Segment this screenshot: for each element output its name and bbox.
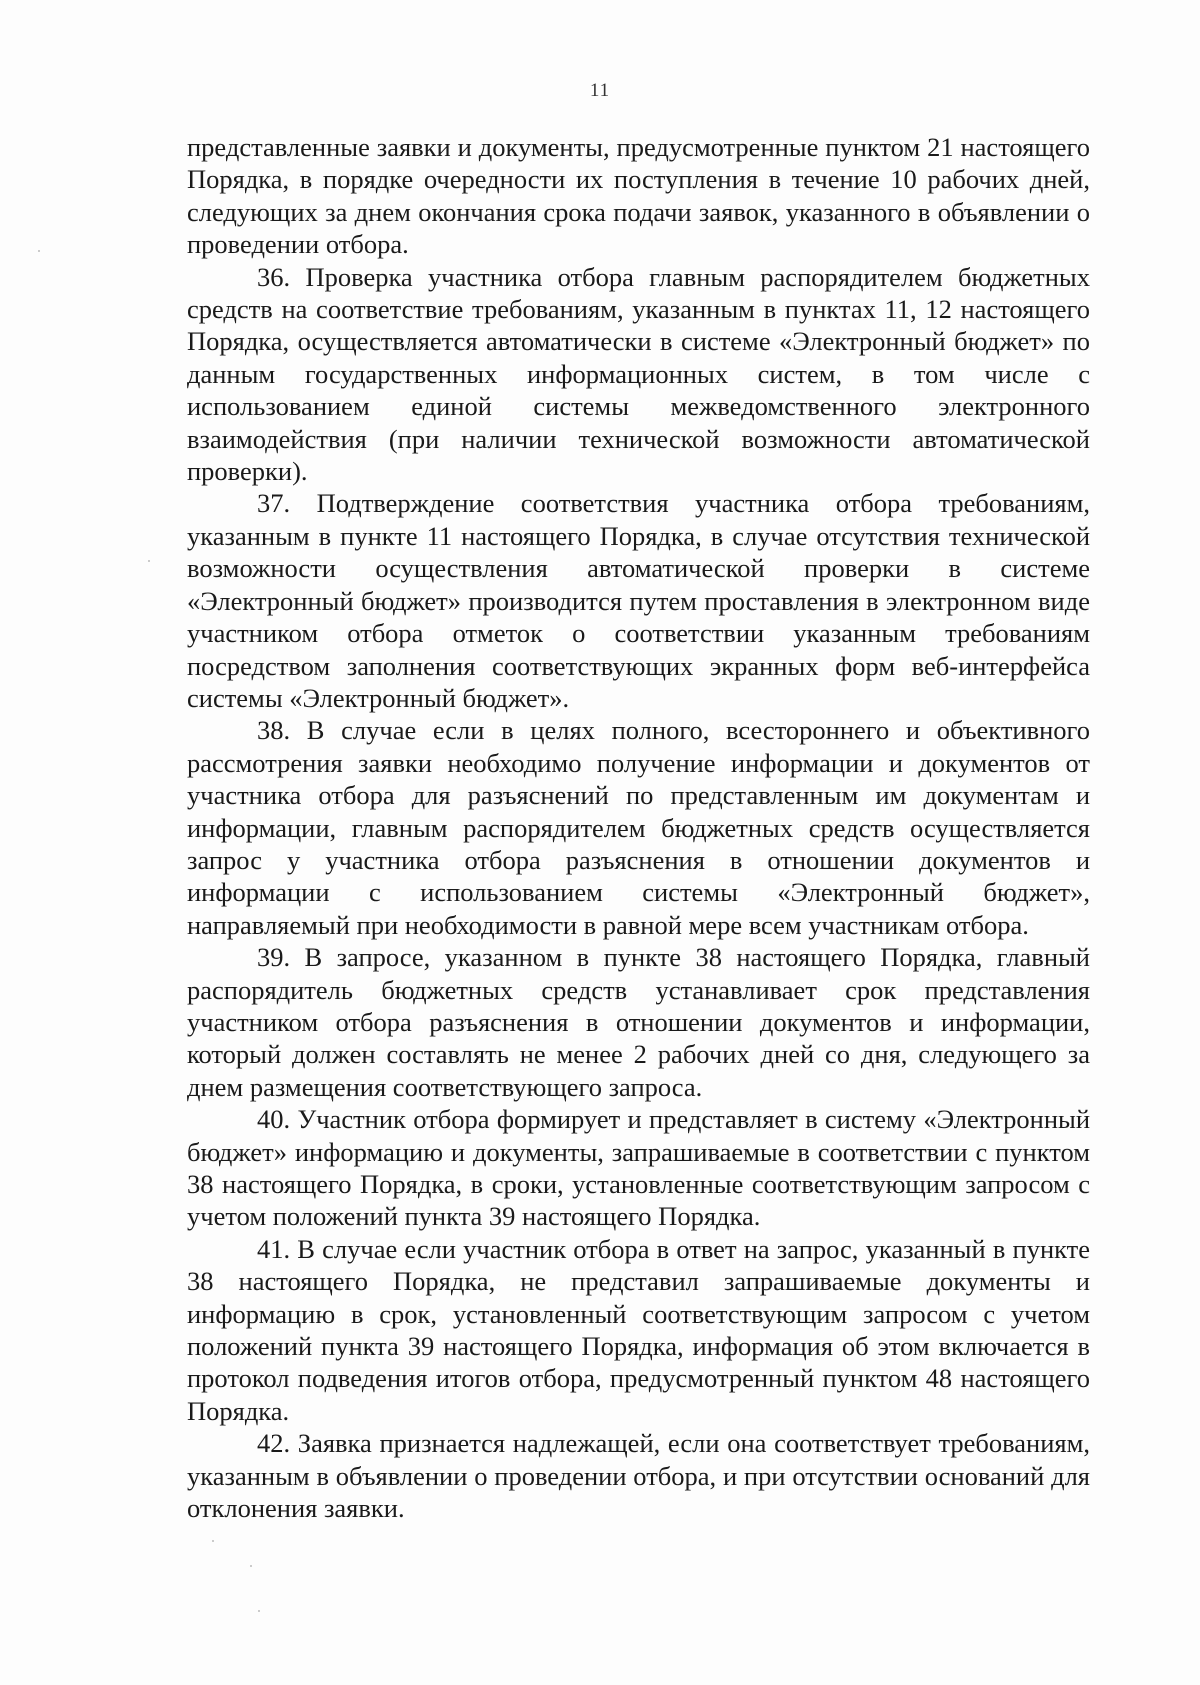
paragraph-37: 37. Подтверждение соответствия участника отбора требованиям, указанным в пункте 11 настоящего Порядка, в случае отсутствия технической возможности осуществления автоматической проверки в системе «Электронный бюджет» производится путем проставления в электронном виде участником отбора отметок о соответствии указанным требованиям посредством заполнения соответствующих экранных форм веб-интерфейса системы «Электронный бюджет». <box>187 488 1090 713</box>
page-number: 11 <box>589 80 611 101</box>
scan-speck <box>212 1540 214 1542</box>
document-body <box>187 131 1090 1524</box>
paragraph-42: 42. Заявка признается надлежащей, если она соответствует требованиям, указанным в объявлении о проведении отбора, и при отсутствии оснований для отклонения заявки. <box>187 1428 1090 1524</box>
paragraph-39: 39. В запросе, указанном в пункте 38 настоящего Порядка, главный распорядитель бюджетных средств устанавливает срок представления участником отбора разъяснения в отношении документов и информации, который должен составлять не менее 2 рабочих дней со дня, следующего за днем размещения соответствующего запроса. <box>187 942 1090 1102</box>
paragraph-41: 41. В случае если участник отбора в ответ на запрос, указанный в пункте 38 настоящего Порядка, не представил запрашиваемые документы и информацию в срок, установленный соответствующим запросом с учетом положений пункта 39 настоящего Порядка, информация об этом включается в протокол подведения итогов отбора, предусмотренный пунктом 48 настоящего Порядка. <box>187 1233 1090 1426</box>
scan-speck <box>258 1610 260 1612</box>
paragraph-continuation: представленные заявки и документы, предусмотренные пунктом 21 настоящего Порядка, в порядке очередности их поступления в течение 10 рабочих дней, следующих за днем окончания срока подачи заявок, указанного в объявлении о проведении отбора. <box>187 132 1090 260</box>
paragraph-40: 40. Участник отбора формирует и представляет в систему «Электронный бюджет» информацию и документы, запрашиваемые в соответствии с пунктом 38 настоящего Порядка, в сроки, установленные соответствующим запросом с учетом положений пункта 39 настоящего Порядка. <box>187 1104 1090 1232</box>
paragraph-36: 36. Проверка участника отбора главным распорядителем бюджетных средств на соответствие требованиям, указанным в пунктах 11, 12 настоящего Порядка, осуществляется автоматически в системе «Электронный бюджет» по данным государственных информационных систем, в том числе с использованием единой системы межведомственного электронного взаимодействия (при наличии технической возможности автоматической проверки). <box>187 261 1090 487</box>
scan-speck <box>148 560 150 562</box>
paragraph-38: 38. В случае если в целях полного, всестороннего и объективного рассмотрения заявки необходимо получение информации и документов от участника отбора для разъяснений по представленным им документам и информации, главным распорядителем бюджетных средств осуществляется запрос у участника отбора разъяснения в отношении документов и информации с использованием системы «Электронный бюджет», направляемый при необходимости в равной мере всем участникам отбора. <box>187 715 1090 940</box>
scan-speck <box>38 250 40 252</box>
scan-speck <box>250 1565 252 1567</box>
